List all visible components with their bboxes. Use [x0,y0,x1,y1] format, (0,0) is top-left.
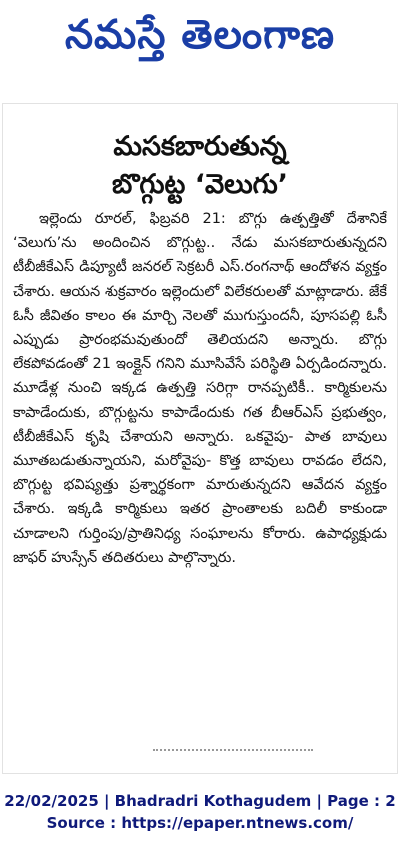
news-clipping [2,103,398,774]
newspaper-title: నమస్తే తెలంగాణ [64,12,336,58]
clipping-cut-edge [153,749,313,761]
article-body [13,207,387,570]
date-edition-page: 22/02/2025 | Bhadradri Kothagudem | Page : 2 [4,792,396,810]
source-link[interactable]: Source : https://epaper.ntnews.com/ [46,814,354,832]
headline-line-1: మసకబారుతున్న [113,131,287,162]
source-footer [0,790,400,834]
headline-line-2: బొగ్గుట్ట ‘వెలుగు’ [111,169,289,200]
article-paragraph: ఇల్లెందు రూరల్, ఫిబ్రవరి 21: బొగ్గు ఉత్పత్తితో దేశానికే ‘వెలుగు’ను అందించిన బొగ్గుట్ట.. నేడు మసకబారుతున్నదని టీబీజీకేఎస్ డిప్యూటీ జనరల్ సెక్రటరీ ఎస్.రంగనాథ్ ఆందోళన వ్యక్తం చేశారు. ఆయన శుక్రవారం ఇల్లెందులో విలేకరులతో మాట్లాడారు. జేకే ఓసీ జీవితం కాలం ఈ మార్చి నెలతో ముగుస్తుందనీ, పూసపల్లి ఓసీ ఎప్పుడు ప్రారంభమవుతుందో తెలియదని అన్నారు. బొగ్గు లేకపోవడంతో 21 ఇంక్లైన్ గనిని మూసివేసే పరిస్థితి ఏర్పడిందన్నారు. మూడేళ్ల నుంచి ఇక్కడ ఉత్పత్తి సరిగ్గా రానప్పటికీ.. కార్మికులను కాపాడేందుకు, బొగ్గుట్టను కాపాడేందుకు గత బీఆర్ఎస్ ప్రభుత్వం, టీబీజీకేఎస్ కృషి చేశాయని అన్నారు. ఒకవైపు- పాత బావులు మూతబడుతున్నాయని, మరోవైపు- కొత్త బావులు రావడం లేదని, బొగ్గుట్ట భవిష్యత్తు ప్రశ్నార్థకంగా మారుతున్నదని ఆవేదన వ్యక్తం చేశారు. ఇక్కడి కార్మికులు ఇతర ప్రాంతాలకు బదిలీ కాకుండా చూడాలని గుర్తింపు/ప్రాతినిధ్య సంఘాలను కోరారు. ఉపాధ్యక్షుడు జాఫర్ హుస్సేన్ తదితరులు పాల్గొన్నారు. [13,211,387,566]
headline [3,128,397,204]
masthead [0,0,400,80]
